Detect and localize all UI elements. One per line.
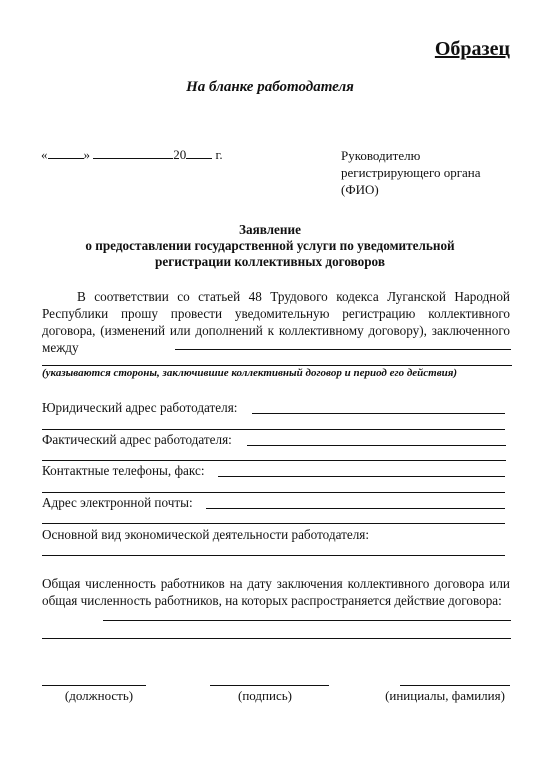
parties-blank-line-2 xyxy=(42,365,512,366)
phones-blank xyxy=(218,476,505,477)
sample-label: Образец xyxy=(434,38,510,60)
parties-blank-line xyxy=(175,349,511,350)
main-activity-blank xyxy=(42,555,505,556)
actual-address-blank xyxy=(247,445,506,446)
month-blank xyxy=(93,147,173,159)
phones-label: Контактные телефоны, факс: xyxy=(42,463,205,478)
title-line: регистрации коллективных договоров xyxy=(155,254,385,269)
main-activity-label: Основной вид экономической деятельности работодателя: xyxy=(42,527,370,542)
email-label: Адрес электронной почты: xyxy=(42,495,193,510)
letterhead-note: На бланке работодателя xyxy=(186,79,354,95)
document-title xyxy=(0,222,540,270)
addressee-line: (ФИО) xyxy=(341,182,379,197)
legal-address-blank-2 xyxy=(42,429,505,430)
name-signature-line xyxy=(400,685,510,686)
year-blank xyxy=(186,147,212,159)
signature-line xyxy=(210,685,329,686)
parties-hint: (указываются стороны, заключившие коллективный договор и период его действия) xyxy=(42,367,458,379)
headcount-label: Общая численность работников на дату заключения коллективного договора или общая численность работников, на которых распространяется действие договора: xyxy=(42,576,510,608)
name-caption: (инициалы, фамилия) xyxy=(385,688,505,703)
actual-address-blank-2 xyxy=(42,460,506,461)
legal-address-blank xyxy=(252,413,505,414)
legal-address-label: Юридический адрес работодателя: xyxy=(42,400,238,415)
addressee-line: Руководителю xyxy=(341,148,421,163)
day-blank xyxy=(48,147,84,159)
email-blank-2 xyxy=(42,523,505,524)
position-signature-line xyxy=(42,685,146,686)
position-caption: (должность) xyxy=(64,688,134,703)
headcount-paragraph xyxy=(42,575,510,609)
title-line: о предоставлении государственной услуги по уведомительной xyxy=(85,238,455,253)
year-prefix: 20 xyxy=(173,147,187,162)
actual-address-label: Фактический адрес работодателя: xyxy=(42,432,232,447)
signature-caption: (подпись) xyxy=(238,688,292,703)
addressee-block xyxy=(341,147,481,198)
phones-blank-2 xyxy=(42,492,505,493)
close-quote: » xyxy=(83,147,90,162)
request-paragraph xyxy=(42,288,510,356)
addressee-line: регистрирующего органа xyxy=(341,165,481,180)
headcount-blank-2 xyxy=(42,638,511,639)
open-quote: « xyxy=(41,147,48,162)
year-suffix: г. xyxy=(215,147,223,162)
headcount-blank xyxy=(103,620,511,621)
email-blank xyxy=(206,508,505,509)
date-line xyxy=(41,147,223,163)
title-line: Заявление xyxy=(239,222,301,237)
request-text: В соответствии со статьей 48 Трудового кодекса Луганской Народной Республики прошу провести уведомительную регистрацию коллективного договора, (изменений или дополнений к коллективному договору), заключенного между xyxy=(42,289,510,355)
